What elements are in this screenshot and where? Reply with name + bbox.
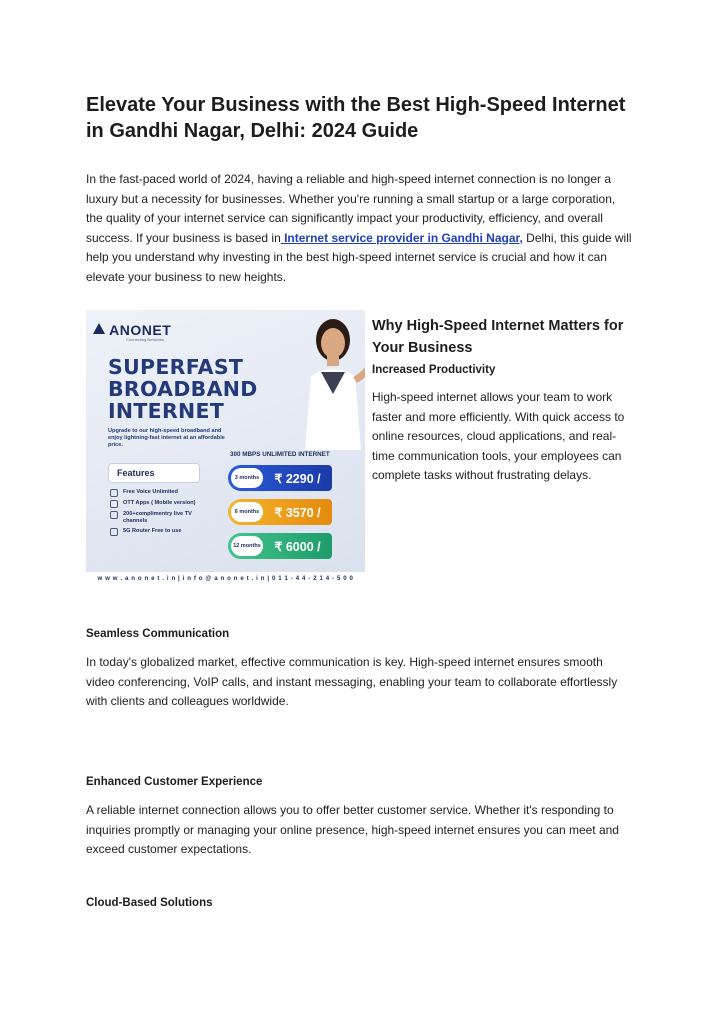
unlimited-label: 300 MBPS UNLIMITED INTERNET — [230, 451, 330, 458]
plan-price: ₹ 3570 / — [274, 505, 321, 520]
plan-3-months — [228, 465, 332, 491]
page-title: Elevate Your Business with the Best High-Speed Internet in Gandhi Nagar, Delhi: 2024 Guide — [86, 94, 626, 142]
feature-item: 200+complimentry live TV channels — [110, 511, 210, 525]
headline-internet: INTERNET — [108, 399, 225, 423]
cloud-title: Cloud-Based Solutions — [86, 897, 213, 909]
promo-banner-image — [86, 310, 365, 586]
ott-icon — [110, 500, 118, 508]
features-list — [110, 489, 210, 539]
feature-item: OTT Apps ( Mobile version) — [110, 500, 210, 508]
plan-duration: 6 months — [231, 502, 263, 522]
woman-presenter-illustration — [291, 310, 365, 450]
why-heading: Why High-Speed Internet Matters for Your Business — [372, 318, 624, 356]
feature-item: Free Voice Unlimited — [110, 489, 210, 497]
customer-title: Enhanced Customer Experience — [86, 776, 263, 788]
productivity-text: High-speed internet allows your team to work faster and more efficiently. With quick access to online resources, cloud applications, and real-time communication tools, your employees can complete tasks without frustrating delays. — [372, 390, 625, 482]
intro-text-2: Delhi, this guide will help you understand why investing in the best high-speed internet service is crucial and how it can elevate your business to new heights. — [86, 230, 632, 284]
intro-text-1: In the fast-paced world of 2024, having a reliable and high-speed internet connection is no longer a luxury but a necessity for businesses. Whether you're running a small startup or a large corporation, the quality of your internet service can significantly impact your productivity, efficiency, and overall success. If your business is based in — [86, 172, 616, 245]
tv-icon — [110, 511, 118, 519]
banner-headline — [108, 356, 258, 422]
communication-title: Seamless Communication — [86, 628, 230, 640]
plan-price: ₹ 2290 / — [274, 471, 321, 486]
plan-price: ₹ 6000 / — [274, 539, 321, 554]
banner-logo-tagline: Connecting Networks — [126, 337, 165, 342]
banner-contact-footer: w w w . a n o n e t . i n | i n f o @ a n o n e t . i n | 0 1 1 - 4 4 - 2 1 4 - 5 0 0 — [86, 572, 365, 586]
productivity-title: Increased Productivity — [372, 364, 496, 376]
plan-6-months — [228, 499, 332, 525]
intro-paragraph — [86, 170, 632, 287]
phone-icon — [110, 489, 118, 497]
feature-item: 5G Router Free to use — [110, 528, 210, 536]
banner-subtext: Upgrade to our high-speed broadband and enjoy lightning-fast internet at an affordable price. — [108, 428, 225, 449]
headline-broadband: BROADBAND — [108, 377, 258, 401]
customer-text: A reliable internet connection allows you to offer better customer service. Whether it's responding to inquiries promptly or managing your online presence, high-speed internet ensures you can meet and exceed customer expectations. — [86, 803, 619, 856]
isp-gandhi-nagar-link[interactable]: Internet service provider in Gandhi Nagar, — [280, 230, 523, 245]
plan-12-months — [228, 533, 332, 559]
plan-duration: 12 months — [231, 536, 263, 556]
communication-text: In today's globalized market, effective communication is key. High-speed internet ensures smooth video conferencing, VoIP calls, and instant messaging, enabling your team to collaborate effortlessly with clients and colleagues worldwide. — [86, 655, 618, 708]
headline-superfast: SUPERFAST — [108, 355, 244, 379]
features-label: Features — [108, 463, 200, 483]
router-icon — [110, 528, 118, 536]
plan-duration: 3 months — [231, 468, 263, 488]
banner-logo: ANONET — [109, 322, 172, 338]
